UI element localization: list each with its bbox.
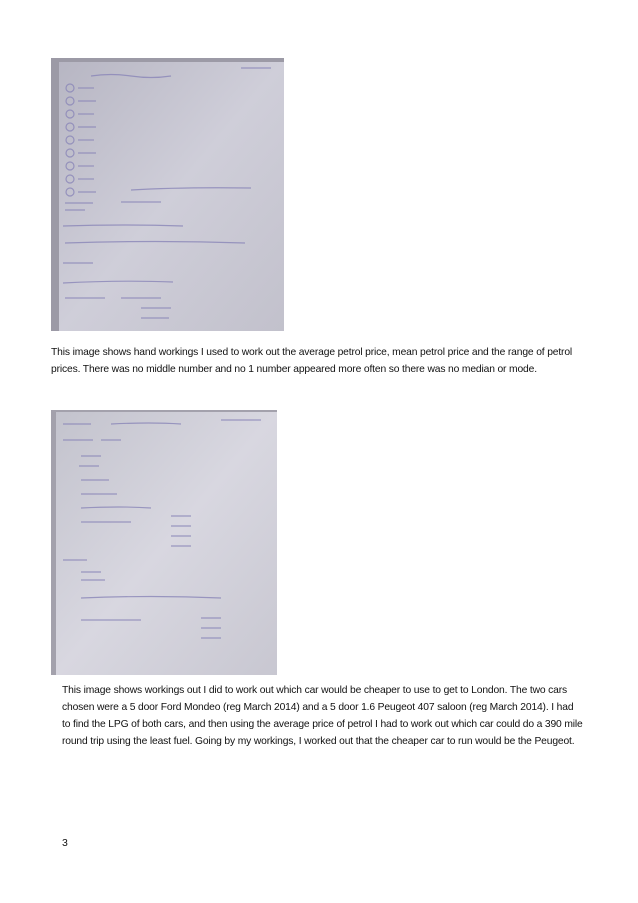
caption-first: This image shows hand workings I used to work out the average petrol price, mean petrol price and the range of petrol prices. There was no middle number and no 1 number appeared more often so there was no median or mode. [51, 347, 573, 375]
caption-second: This image shows workings out I did to work out which car would be cheaper to use to get to London. The two cars chosen were a 5 door Ford Mondeo (reg March 2014) and a 5 door 1.6 Peugeot 407 saloon (reg March 2014). I had to find the LPG of both cars, and then using the average price of petrol I had to work out which car could do a 390 mile round trip using the least fuel. Going by my workings, I worked out that the cheaper car to run would be the Peugeot. [62, 685, 583, 747]
handwritten-workings-photo-1 [51, 58, 284, 331]
photo-2-image [51, 410, 277, 675]
photo-1-image [51, 58, 284, 331]
handwritten-workings-photo-2 [51, 410, 277, 675]
page-number: 3 [62, 837, 68, 849]
